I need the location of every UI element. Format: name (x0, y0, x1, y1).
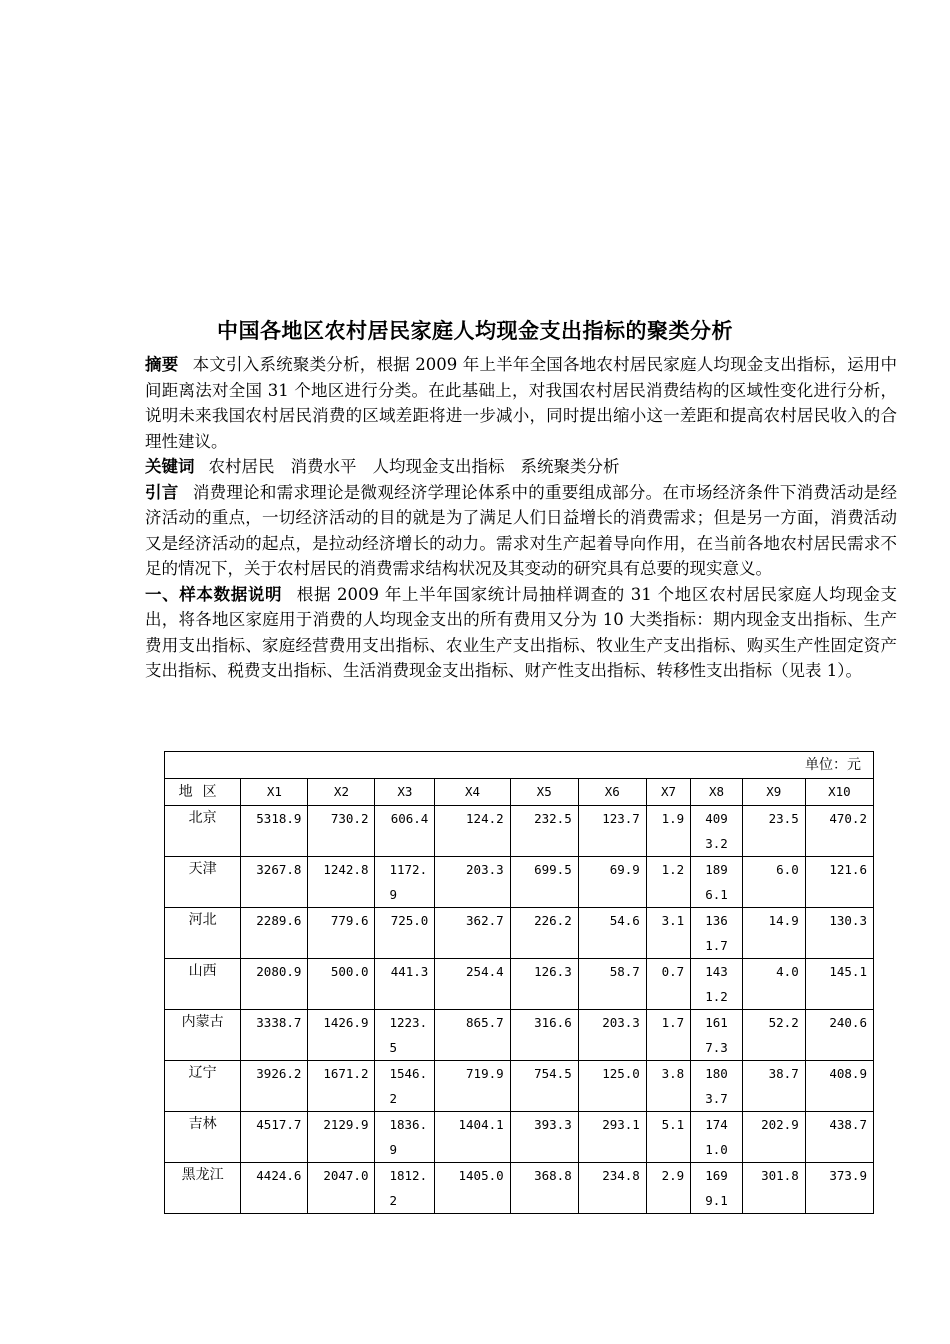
keyword-term: 农村居民 (208, 457, 275, 476)
table-cell-value: 779.6 (308, 908, 375, 959)
table-cell-value: 3.8 (646, 1061, 690, 1112)
table-cell-value: 69.9 (578, 857, 646, 908)
intro-label: 引言 (145, 482, 179, 502)
table-cell-value: 125.0 (578, 1061, 646, 1112)
table-cell-value: 4517.7 (241, 1112, 308, 1163)
table-cell-value: 1405.0 (435, 1163, 510, 1214)
table-header-cell: X10 (805, 779, 873, 806)
table-cell-value: 240.6 (805, 1010, 873, 1061)
intro-paragraph (145, 480, 897, 582)
table-cell-value: 58.7 (578, 959, 646, 1010)
table-cell-value: 606.4 (375, 806, 435, 857)
table-cell-value: 730.2 (308, 806, 375, 857)
table-cell-value: 301.8 (742, 1163, 805, 1214)
table-row (165, 1061, 874, 1112)
table-row (165, 806, 874, 857)
table-cell-value: 0.7 (646, 959, 690, 1010)
table-cell-value: 1671.2 (308, 1061, 375, 1112)
table-cell-value: 232.5 (510, 806, 578, 857)
table-cell-value: 226.2 (510, 908, 578, 959)
table-cell-value: 3267.8 (241, 857, 308, 908)
table-header-cell: X8 (691, 779, 743, 806)
table-cell-value: 1546.2 (375, 1061, 435, 1112)
table-cell-value: 2129.9 (308, 1112, 375, 1163)
table-row (165, 1112, 874, 1163)
table-cell-value: 52.2 (742, 1010, 805, 1061)
table-cell-value: 362.7 (435, 908, 510, 959)
table-cell-value: 3.1 (646, 908, 690, 959)
table-cell-value: 38.7 (742, 1061, 805, 1112)
table-cell-region: 内蒙古 (165, 1010, 241, 1061)
table-cell-value: 1172.9 (375, 857, 435, 908)
table-cell-value: 1223.5 (375, 1010, 435, 1061)
table-header-cell: X4 (435, 779, 510, 806)
paper-body (145, 352, 897, 684)
table-row (165, 959, 874, 1010)
table-cell-value: 4.0 (742, 959, 805, 1010)
table-cell-value: 470.2 (805, 806, 873, 857)
table-cell-value: 1426.9 (308, 1010, 375, 1061)
keyword-term: 消费水平 (290, 457, 357, 476)
table-cell-value: 23.5 (742, 806, 805, 857)
table-cell-region: 辽宁 (165, 1061, 241, 1112)
table-cell-value: 719.9 (435, 1061, 510, 1112)
table-header-cell: X7 (646, 779, 690, 806)
table-cell-region: 黑龙江 (165, 1163, 241, 1214)
table-cell-value: 316.6 (510, 1010, 578, 1061)
table-cell-value: 373.9 (805, 1163, 873, 1214)
table-cell-value: 441.3 (375, 959, 435, 1010)
table-cell-region: 北京 (165, 806, 241, 857)
table-header-cell: X6 (578, 779, 646, 806)
table-header-region: 地区 (165, 779, 241, 806)
abstract-paragraph (145, 352, 897, 454)
data-table-wrapper (164, 751, 874, 1214)
table-cell-value: 1699.1 (691, 1163, 743, 1214)
table-cell-value: 1404.1 (435, 1112, 510, 1163)
table-cell-value: 1812.2 (375, 1163, 435, 1214)
table-cell-value: 500.0 (308, 959, 375, 1010)
section1-label: 一、样本数据说明 (145, 584, 283, 604)
table-cell-value: 1803.7 (691, 1061, 743, 1112)
table-cell-value: 438.7 (805, 1112, 873, 1163)
table-cell-value: 1.9 (646, 806, 690, 857)
table-cell-value: 2.9 (646, 1163, 690, 1214)
table-cell-value: 124.2 (435, 806, 510, 857)
table-cell-value: 145.1 (805, 959, 873, 1010)
section1-paragraph (145, 582, 897, 684)
table-cell-region: 天津 (165, 857, 241, 908)
table-row (165, 1163, 874, 1214)
table-cell-value: 5.1 (646, 1112, 690, 1163)
table-cell-value: 5318.9 (241, 806, 308, 857)
table-row (165, 1010, 874, 1061)
table-cell-value: 1617.3 (691, 1010, 743, 1061)
table-row (165, 908, 874, 959)
table-cell-value: 293.1 (578, 1112, 646, 1163)
table-cell-value: 1.7 (646, 1010, 690, 1061)
table-cell-value: 1836.9 (375, 1112, 435, 1163)
table-header-cell: X3 (375, 779, 435, 806)
table-cell-value: 123.7 (578, 806, 646, 857)
table-cell-value: 1741.0 (691, 1112, 743, 1163)
table-cell-value: 203.3 (435, 857, 510, 908)
keyword-term: 系统聚类分析 (520, 457, 620, 476)
table-cell-value: 3926.2 (241, 1061, 308, 1112)
table-cell-value: 126.3 (510, 959, 578, 1010)
table-cell-value: 1431.2 (691, 959, 743, 1010)
table-cell-value: 1242.8 (308, 857, 375, 908)
table-row (165, 857, 874, 908)
intro-text: 消费理论和需求理论是微观经济学理论体系中的重要组成部分。在市场经济条件下消费活动是经济活动的重点，一切经济活动的目的就是为了满足人们日益增长的消费需求；但是另一方面，消费活动又是经济活动的起点，是拉动经济增长的动力。需求对生产起着导向作用，在当前各地农村居民需求不足的情况下，关于农村居民的消费需求结构状况及其变动的研究具有总要的现实意义。 (145, 482, 898, 578)
table-cell-value: 408.9 (805, 1061, 873, 1112)
table-cell-value: 202.9 (742, 1112, 805, 1163)
table-header-row (165, 779, 874, 806)
table-unit: 单位：元 (165, 752, 874, 779)
table-cell-value: 725.0 (375, 908, 435, 959)
table-header-cell: X1 (241, 779, 308, 806)
abstract-label: 摘要 (145, 355, 179, 374)
table-header-cell: X2 (308, 779, 375, 806)
table-cell-value: 54.6 (578, 908, 646, 959)
table-header-cell: X5 (510, 779, 578, 806)
section1-text: 根据 2009 年上半年国家统计局抽样调查的 31 个地区农村居民家庭人均现金支出，将各地区家庭用于消费的人均现金支出的所有费用又分为 10 大类指标：期内现金支出指标、生产费用支出指标、家庭经营费用支出指标、农业生产支出指标、牧业生产支出指标、购买生产性固定资产支出指标、税费支出指标、生活消费现金支出指标、财产性支出指标、转移性支出指标（见表 1）。 (145, 584, 898, 680)
table-cell-value: 754.5 (510, 1061, 578, 1112)
data-table (164, 751, 874, 1214)
table-cell-value: 6.0 (742, 857, 805, 908)
keywords-label: 关键词 (145, 457, 195, 476)
table-cell-value: 2047.0 (308, 1163, 375, 1214)
table-cell-value: 121.6 (805, 857, 873, 908)
abstract-text: 本文引入系统聚类分析，根据 2009 年上半年全国各地农村居民家庭人均现金支出指标，运用中间距离法对全国 31 个地区进行分类。在此基础上，对我国农村居民消费结构的区域性变化进行分析，说明未来我国农村居民消费的区域差距将进一步减小，同时提出缩小这一差距和提高农村居民收入的合理性建议。 (145, 355, 897, 451)
table-cell-value: 699.5 (510, 857, 578, 908)
keywords-paragraph (145, 454, 897, 480)
table-cell-value: 1.2 (646, 857, 690, 908)
table-cell-value: 1896.1 (691, 857, 743, 908)
table-cell-value: 393.3 (510, 1112, 578, 1163)
table-cell-region: 吉林 (165, 1112, 241, 1163)
table-cell-value: 2080.9 (241, 959, 308, 1010)
table-cell-value: 4093.2 (691, 806, 743, 857)
table-cell-value: 1361.7 (691, 908, 743, 959)
table-cell-value: 14.9 (742, 908, 805, 959)
table-cell-value: 865.7 (435, 1010, 510, 1061)
keyword-term: 人均现金支出指标 (372, 457, 505, 476)
paper-title: 中国各地区农村居民家庭人均现金支出指标的聚类分析 (217, 319, 733, 343)
table-cell-value: 368.8 (510, 1163, 578, 1214)
table-cell-value: 234.8 (578, 1163, 646, 1214)
table-header-cell: X9 (742, 779, 805, 806)
table-cell-region: 河北 (165, 908, 241, 959)
table-cell-value: 130.3 (805, 908, 873, 959)
table-cell-value: 4424.6 (241, 1163, 308, 1214)
table-cell-value: 3338.7 (241, 1010, 308, 1061)
table-cell-value: 203.3 (578, 1010, 646, 1061)
table-cell-value: 254.4 (435, 959, 510, 1010)
table-cell-value: 2289.6 (241, 908, 308, 959)
table-cell-region: 山西 (165, 959, 241, 1010)
